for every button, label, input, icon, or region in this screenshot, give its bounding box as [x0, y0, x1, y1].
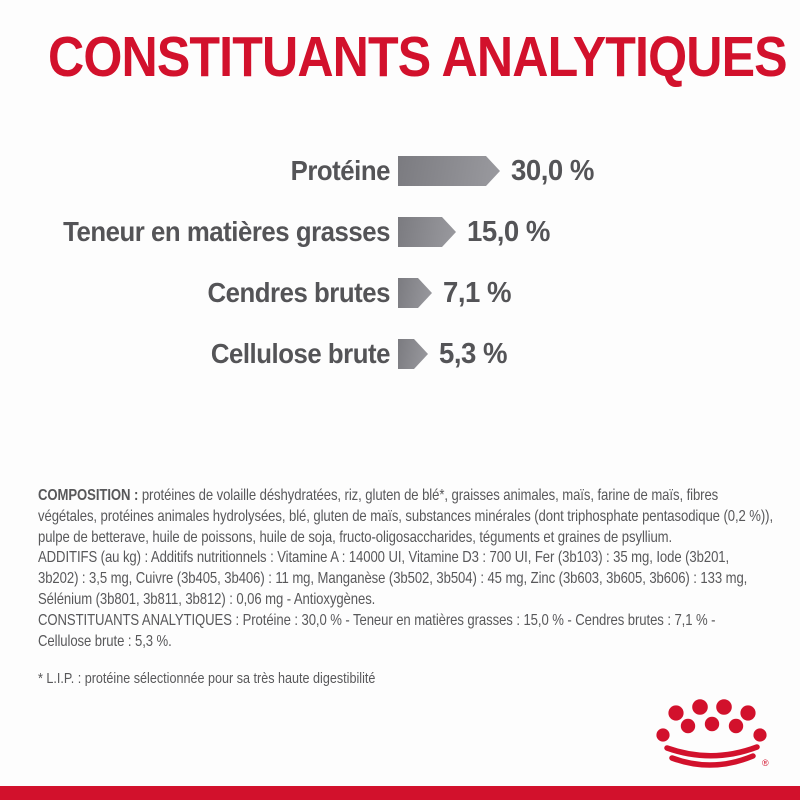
chart-row-fibre [0, 333, 800, 375]
legal-line: Cellulose brute : 5,3 %. [38, 632, 172, 650]
legal-line: CONSTITUANTS ANALYTIQUES : Protéine : 30,0 % - Teneur en matières grasses : 15,0 % - Cendres brutes : 7,1 % - [38, 611, 716, 629]
crown-dot [716, 699, 732, 715]
crown-dot [740, 705, 755, 720]
crown-dot [692, 699, 708, 715]
composition-label: COMPOSITION : [38, 487, 139, 504]
chart-row-fat [0, 211, 800, 253]
legal-line-text: protéines de volaille déshydratées, riz, gluten de blé*, graisses animales, maïs, farine de maïs, fibres [138, 487, 719, 504]
page-title: CONSTITUANTS ANALYTIQUES [48, 25, 787, 89]
crown-dot [729, 719, 743, 733]
value-bar [398, 217, 456, 247]
royal-canin-crown-logo [650, 698, 782, 778]
crown-dot [705, 717, 719, 731]
bar-value: 5,3 % [439, 337, 508, 370]
bar-value: 15,0 % [467, 215, 550, 248]
legal-text-block [38, 486, 774, 652]
legal-line: pulpe de betterave, huile de poissons, huile de soja, fructo-oligosaccharides, téguments et graines de psyllium. [38, 528, 673, 546]
legal-line: végétales, protéines animales hydrolysées, blé, gluten de maïs, substances minérales (dont triphosphate pentasodique (0,2 %)), [38, 507, 774, 525]
legal-line: Sélénium (3b801, 3b811, 3b812) : 0,06 mg - Antioxygènes. [38, 590, 376, 608]
crown-swoosh-upper [667, 747, 757, 756]
chart-row-ash [0, 272, 800, 314]
bar-value: 30,0 % [511, 154, 594, 187]
legal-line: 3b202) : 3,5 mg, Cuivre (3b405, 3b406) : 11 mg, Manganèse (3b502, 3b504) : 45 mg, Zinc (3b603, 3b605, 3b606) : 133 mg, [38, 570, 748, 588]
legal-line [38, 486, 719, 507]
registered-mark: ® [762, 758, 769, 768]
bar-value: 7,1 % [443, 276, 512, 309]
crown-dot [668, 705, 683, 720]
bar-label: Cellulose brute [210, 338, 390, 369]
bar-label: Cendres brutes [207, 277, 390, 308]
crown-dot [753, 728, 766, 741]
chart-row-protein [0, 150, 800, 192]
analytical-constituents-chart [0, 150, 800, 394]
crown-dot [656, 728, 669, 741]
crown-dot [681, 719, 695, 733]
brand-red-footer-bar [0, 786, 800, 800]
bar-label: Teneur en matières grasses [63, 216, 390, 247]
value-bar [398, 278, 432, 308]
bar-label: Protéine [290, 155, 390, 186]
lip-footnote: * L.I.P. : protéine sélectionnée pour sa très haute digestibilité [38, 670, 376, 687]
value-bar [398, 156, 500, 186]
value-bar [398, 339, 428, 369]
legal-line: ADDITIFS (au kg) : Additifs nutritionnels : Vitamine A : 14000 UI, Vitamine D3 : 700 UI, Fer (3b103) : 35 mg, Iode (3b201, [38, 549, 730, 567]
